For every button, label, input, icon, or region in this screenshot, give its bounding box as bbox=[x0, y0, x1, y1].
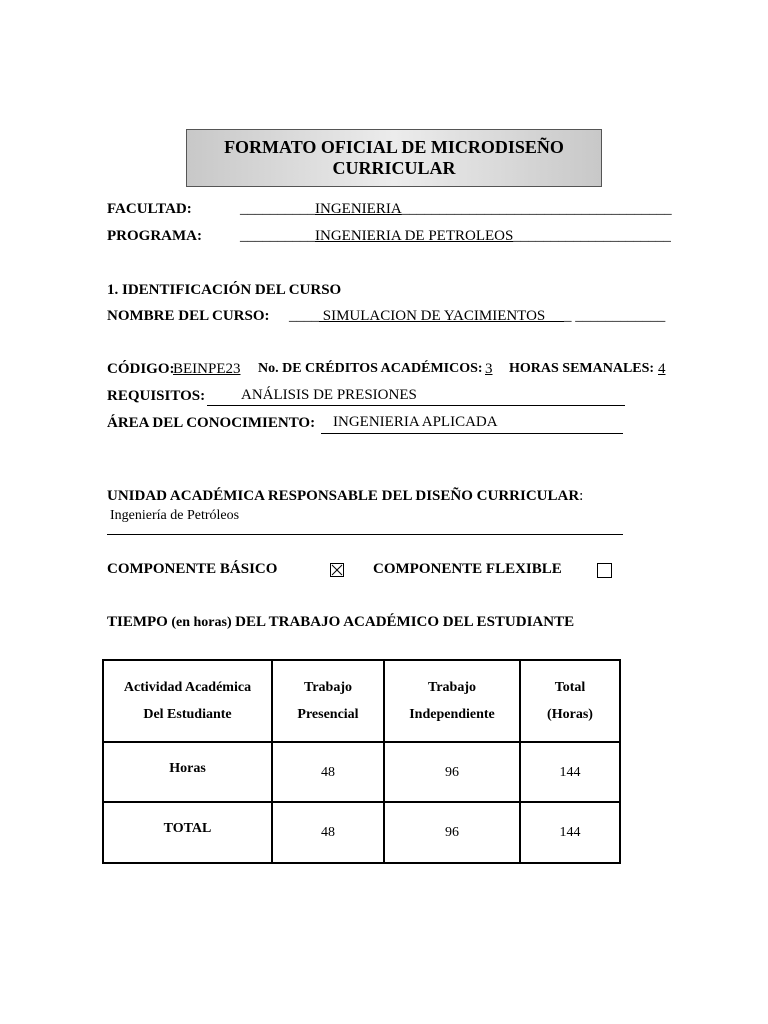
row-label: TOTAL bbox=[103, 802, 272, 863]
unidad-value: Ingeniería de Petróleos bbox=[110, 508, 240, 523]
header-presencial: Trabajo Presencial bbox=[272, 660, 384, 742]
creditos-value: 3 bbox=[485, 361, 493, 377]
componente-flexible-label: COMPONENTE FLEXIBLE bbox=[373, 561, 562, 577]
codigo-value: BEINPE23 bbox=[173, 361, 241, 377]
row-independiente: 96 bbox=[384, 742, 520, 802]
tiempo-heading bbox=[107, 614, 574, 631]
header-independiente: Trabajo Independiente bbox=[384, 660, 520, 742]
tiempo-heading-c: DEL TRABAJO ACADÉMICO DEL ESTUDIANTE bbox=[235, 614, 575, 630]
nombre-curso-label: NOMBRE DEL CURSO: bbox=[107, 308, 270, 324]
facultad-trail: ____________________________________ bbox=[401, 201, 672, 217]
area-underline bbox=[321, 433, 623, 434]
header-total: Total (Horas) bbox=[520, 660, 620, 742]
row-presencial: 48 bbox=[272, 802, 384, 863]
nombre-curso-field bbox=[289, 308, 665, 325]
header-actividad: Actividad Académica Del Estudiante bbox=[103, 660, 272, 742]
nombre-trail: _ ____________ bbox=[564, 308, 666, 324]
tiempo-table bbox=[102, 659, 621, 864]
section-heading-identificacion: 1. IDENTIFICACIÓN DEL CURSO bbox=[107, 282, 342, 298]
creditos-label: No. DE CRÉDITOS ACADÉMICOS: bbox=[258, 361, 483, 376]
unidad-heading bbox=[107, 488, 583, 505]
row-presencial: 48 bbox=[272, 742, 384, 802]
area-label: ÁREA DEL CONOCIMIENTO: bbox=[107, 415, 316, 431]
title-line-1: FORMATO OFICIAL DE MICRODISEÑO bbox=[224, 137, 564, 157]
row-independiente: 96 bbox=[384, 802, 520, 863]
nombre-curso-value: SIMULACION DE YACIMIENTOS bbox=[319, 308, 565, 324]
programa-value: INGENIERIA DE PETROLEOS bbox=[315, 228, 514, 244]
facultad-label: FACULTAD: bbox=[107, 201, 192, 217]
unidad-colon: : bbox=[579, 488, 584, 504]
unidad-label: UNIDAD ACADÉMICA RESPONSABLE DEL DISEÑO CURRICULAR bbox=[107, 488, 580, 504]
componente-basico-label: COMPONENTE BÁSICO bbox=[107, 561, 278, 577]
table-row bbox=[103, 802, 620, 863]
table-row bbox=[103, 742, 620, 802]
facultad-value: INGENIERIA bbox=[315, 201, 402, 217]
unidad-underline bbox=[107, 534, 623, 535]
row-label: Horas bbox=[103, 742, 272, 802]
requisitos-label: REQUISITOS: bbox=[107, 388, 206, 404]
area-value: INGENIERIA APLICADA bbox=[333, 414, 498, 430]
table-header-row bbox=[103, 660, 620, 742]
codigo-label: CÓDIGO: bbox=[107, 361, 175, 377]
requisitos-value: ANÁLISIS DE PRESIONES bbox=[241, 387, 417, 403]
nombre-lead: ____ bbox=[289, 308, 319, 324]
programa-trail: _____________________ bbox=[513, 228, 671, 244]
row-total: 144 bbox=[520, 742, 620, 802]
horas-semanales-value: 4 bbox=[658, 361, 666, 377]
horas-semanales-label: HORAS SEMANALES: bbox=[509, 361, 655, 376]
programa-label: PROGRAMA: bbox=[107, 228, 202, 244]
document-title bbox=[186, 129, 602, 187]
componente-basico-checkbox[interactable] bbox=[330, 563, 344, 577]
componente-flexible-checkbox[interactable] bbox=[597, 563, 612, 578]
programa-lead: __________ bbox=[240, 228, 315, 244]
title-line-2: CURRICULAR bbox=[332, 158, 456, 178]
checkbox-x-icon bbox=[331, 564, 343, 576]
facultad-lead: __________ bbox=[240, 201, 315, 217]
tiempo-heading-a: TIEMPO bbox=[107, 614, 168, 630]
tiempo-heading-b: (en horas) bbox=[167, 615, 236, 630]
requisitos-underline bbox=[207, 405, 625, 406]
programa-field bbox=[240, 228, 671, 245]
row-total: 144 bbox=[520, 802, 620, 863]
facultad-field bbox=[240, 201, 672, 218]
